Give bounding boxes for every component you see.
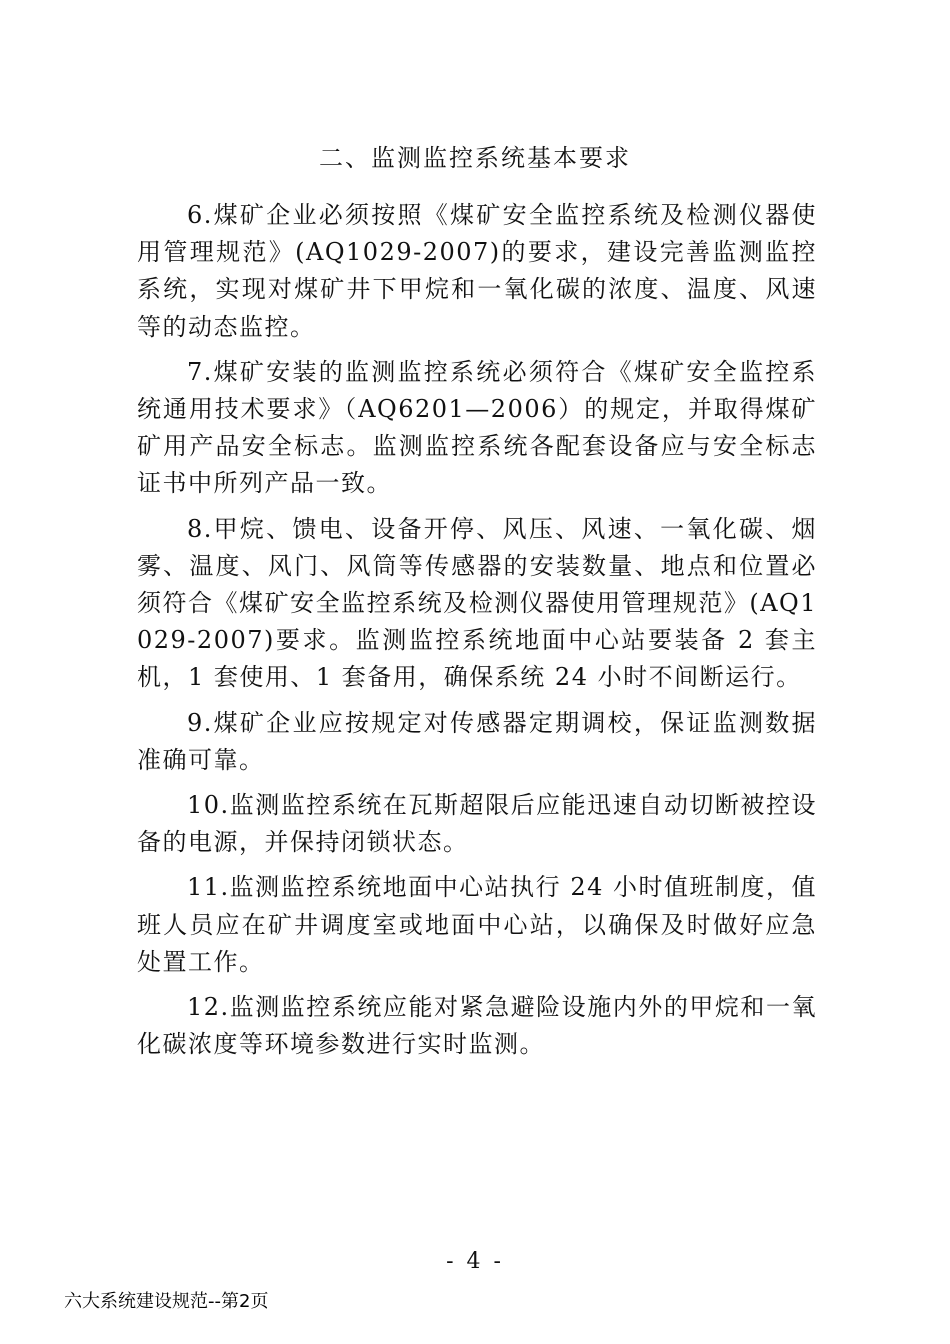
paragraph-6: 6.煤矿企业必须按照《煤矿安全监控系统及检测仪器使用管理规范》(AQ1029-2007)的要求，建设完善监测监控系统，实现对煤矿井下甲烷和一氧化碳的浓度、温度、风速等的动态监控。 — [137, 201, 817, 341]
body-text — [137, 197, 817, 1063]
paragraph-11: 11.监测监控系统地面中心站执行 24 小时值班制度，值班人员应在矿井调度室或地面中心站，以确保及时做好应急处置工作。 — [137, 873, 817, 976]
paragraph-9: 9.煤矿企业应按规定对传感器定期调校，保证监测数据准确可靠。 — [137, 708, 817, 774]
paragraph-8: 8.甲烷、馈电、设备开停、风压、风速、一氧化碳、烟雾、温度、风门、风筒等传感器的安装数量、地点和位置必须符合《煤矿安全监控系统及检测仪器使用管理规范》(AQ1029-2007)要求。监测监控系统地面中心站要装备 2 套主机，1 套使用、1 套备用，确保系统 24 小时不间断运行。 — [137, 514, 817, 692]
document-footer: 六大系统建设规范--第2页 — [64, 1291, 269, 1312]
page-number: - 4 - — [446, 1249, 504, 1274]
paragraph-12: 12.监测监控系统应能对紧急避险设施内外的甲烷和一氧化碳浓度等环境参数进行实时监测。 — [137, 993, 817, 1059]
paragraph-7: 7.煤矿安装的监测监控系统必须符合《煤矿安全监控系统通用技术要求》（AQ6201—2006）的规定，并取得煤矿矿用产品安全标志。监测监控系统各配套设备应与安全标志证书中所列产品一致。 — [137, 357, 817, 498]
paragraph-10: 10.监测监控系统在瓦斯超限后应能迅速自动切断被控设备的电源，并保持闭锁状态。 — [137, 791, 817, 857]
section-title: 二、监测监控系统基本要求 — [319, 144, 631, 172]
